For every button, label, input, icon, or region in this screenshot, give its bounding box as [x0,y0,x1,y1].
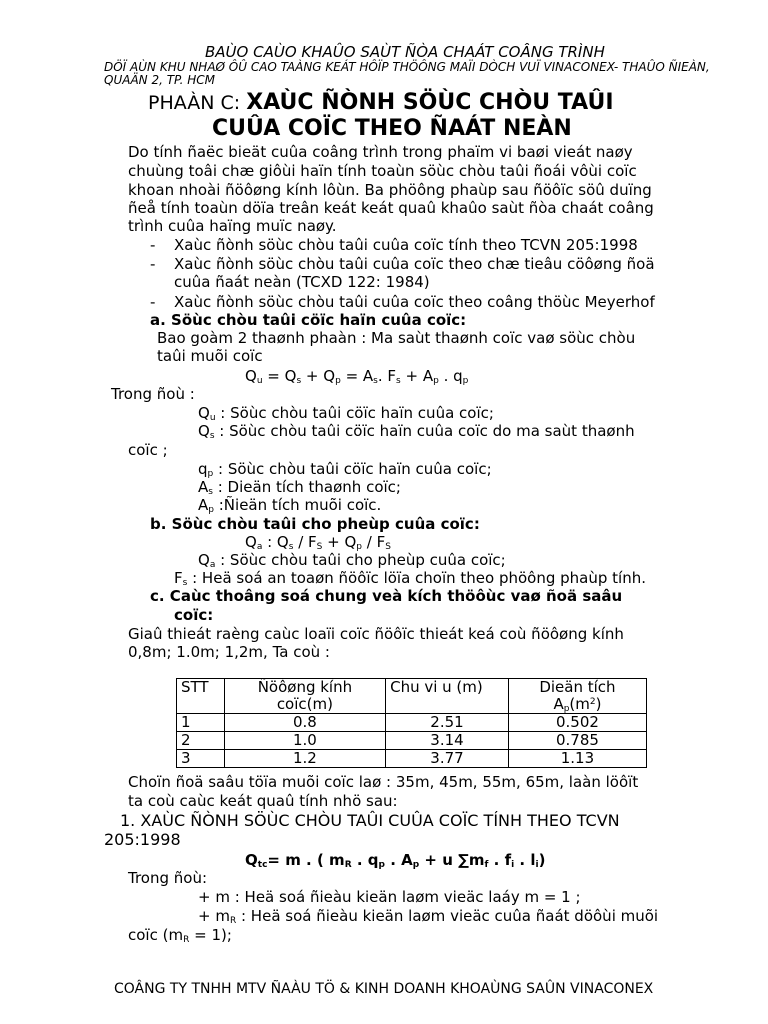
where-label: Trong ñoù : [111,385,195,403]
title-line-2: CUÛA COÏC THEO ÑAÁT NEÀN [212,116,572,141]
table-row [177,714,647,732]
method-item: Xaùc ñònh söùc chòu taûi cuûa coïc tính theo TCVN 205:1998 [174,236,638,254]
table-cell: 0.502 [508,714,646,732]
pile-dimensions-table [176,678,647,768]
table-cell: 2.51 [386,714,509,732]
table-cell: 1.0 [224,732,385,750]
method-dash: - [150,236,156,254]
section-c-desc: 0,8m; 1.0m; 1,2m, Ta coù : [128,643,330,661]
heading-section-b: b. Söùc chòu taûi cho pheùp cuûa coïc: [150,515,480,533]
table-cell: 3.14 [386,732,509,750]
section-a-desc: taûi muõi coïc [157,347,263,365]
section-a-desc: Bao goàm 2 thaønh phaàn : Ma saùt thaønh coïc vaø söùc chòu [157,329,636,347]
table-cell: 2 [177,732,225,750]
method-item-cont: cuûa ñaát neàn (TCXD 122: 1984) [174,273,430,291]
definition-item: $q_p$ : Söùc chòu taûi cöïc haïn cuûa coïc; [198,460,492,479]
method-item: Xaùc ñònh söùc chòu taûi cuûa coïc theo coâng thöùc Meyerhof [174,293,655,311]
definition-item: $F_s$ : Heä soá an toaøn ñöôïc löïa choïn theo phöông phaùp tính. [174,569,647,588]
header-perimeter: Chu vi u (m) [386,679,509,714]
table-row [177,750,647,768]
intro-line: Do tính ñaëc bieät cuûa coâng trình trong phaïm vi baøi vieát naøy [128,143,633,161]
table-cell: 0.785 [508,732,646,750]
coefficient-item: + m : Heä soá ñieàu kieän laøm vieäc laáy m = 1 ; [198,888,581,906]
formula-tcvn: $Q_{tc}= m$ . ( $m_R$ . $q_p$ . $A_p + u$ $\sum m_f$ . $f_i$ . $l_i$) [245,851,546,870]
definition-item: $A_p$ :Ñieän tích muõi coïc. [198,496,382,515]
page-footer: COÂNG TY TNHH MTV ÑAÀU TÖ & KINH DOANH KHOAÙNG SAÛN VINACONEX [114,981,654,997]
table-cell: 1.2 [224,750,385,768]
coefficient-item: + $m_R$ : Heä soá ñieàu kieän laøm vieäc cuûa ñaát döôùi muõi [198,907,659,926]
definition-item-cont: coïc ; [128,441,168,459]
table-row [177,732,647,750]
heading-section-c-cont: coïc: [174,606,214,624]
heading-section-1: 1. XAÙC ÑÒNH SÖÙC CHÒU TAÛI CUÛA COÏC TÍNH THEO TCVN [120,811,620,830]
table-cell: 1 [177,714,225,732]
coefficient-item-cont: coïc $(m_R = 1)$; [128,926,232,945]
heading-section-a: a. Söùc chòu taûi cöïc haïn cuûa coïc: [150,311,467,329]
intro-line: ñeå tính toaùn döïa treân keát keát quaû khaûo saùt ñòa chaát coâng [128,199,654,217]
table-header-row [177,679,647,714]
intro-line: trình cuûa haïng muïc naøy. [128,217,337,235]
table-cell: 3 [177,750,225,768]
heading-section-c: c. Caùc thoâng soá chung veà kích thöôùc vaø ñoä saâu [150,587,623,605]
title-line-1: XAÙC ÑÒNH SÖÙC CHÒU TAÛI [246,90,614,115]
header-diameter: Ñöôøng kính coïc(m) [224,679,385,714]
definition-item: $A_s$ : Dieän tích thaønh coïc; [198,478,401,497]
definition-item: $Q_a$ : Söùc chòu taûi cho pheùp cuûa coïc; [198,551,506,570]
table-cell: 0.8 [224,714,385,732]
report-header-location: QUAÄN 2, TP. HCM [104,73,215,87]
definition-item: $Q_s$ : Söùc chòu taûi cöïc haïn cuûa coïc do ma saùt thaønh [198,422,635,441]
definition-item: $Q_u$ : Söùc chòu taûi cöïc haïn cuûa coïc; [198,404,494,423]
report-header-project: DÖÏ AÙN KHU NHAØ ÔÛ CAO TAÀNG KEÁT HÔÏP THÖÔNG MAÏI DÒCH VUÏ VINACONEX- THAÛO ÑIEÀN, [104,60,710,74]
intro-line: khoan nhoài ñöôøng kính lôùn. Ba phöông phaùp sau ñöôïc söû duïng [128,181,652,199]
section-c-desc: Giaû thieát raèng caùc loaïi coïc ñöôïc thieát keá coù ñöôøng kính [128,625,624,643]
table-cell: 3.77 [386,750,509,768]
header-stt: STT [177,679,225,714]
header-area: Dieän tích $A_p(m^2)$ [508,679,646,714]
report-header-title: BAÙO CAÙO KHAÛO SAÙT ÑÒA CHAÁT COÂNG TRÌNH [205,43,605,61]
table-cell: 1.13 [508,750,646,768]
depth-text: Choïn ñoä saâu töïa muõi coïc laø : 35m, 45m, 55m, 65m, laàn löôït [128,773,639,791]
where-label: Trong ñoù: [128,869,208,887]
heading-section-1-cont: 205:1998 [104,830,181,849]
formula-allowable-capacity: $Q_a$ : $Q_s / F_S + Q_p / F_S$ [245,533,391,552]
depth-text: ta coù caùc keát quaû tính nhö sau: [128,792,398,810]
section-title [148,90,614,117]
formula-ultimate-capacity: $Q_u = Q_s + Q_p = A_s$. $F_s + A_p$ . $q_p$ [245,367,469,386]
method-item: Xaùc ñònh söùc chòu taûi cuûa coïc theo chæ tieâu cöôøng ñoä [174,255,655,273]
intro-line: chuùng toâi chæ giôùi haïn tính toaùn söùc chòu taûi ñoái vôùi coïc [128,162,637,180]
method-dash: - [150,293,156,311]
title-prefix: PHAÀN C: [148,92,247,114]
method-dash: - [150,255,156,273]
